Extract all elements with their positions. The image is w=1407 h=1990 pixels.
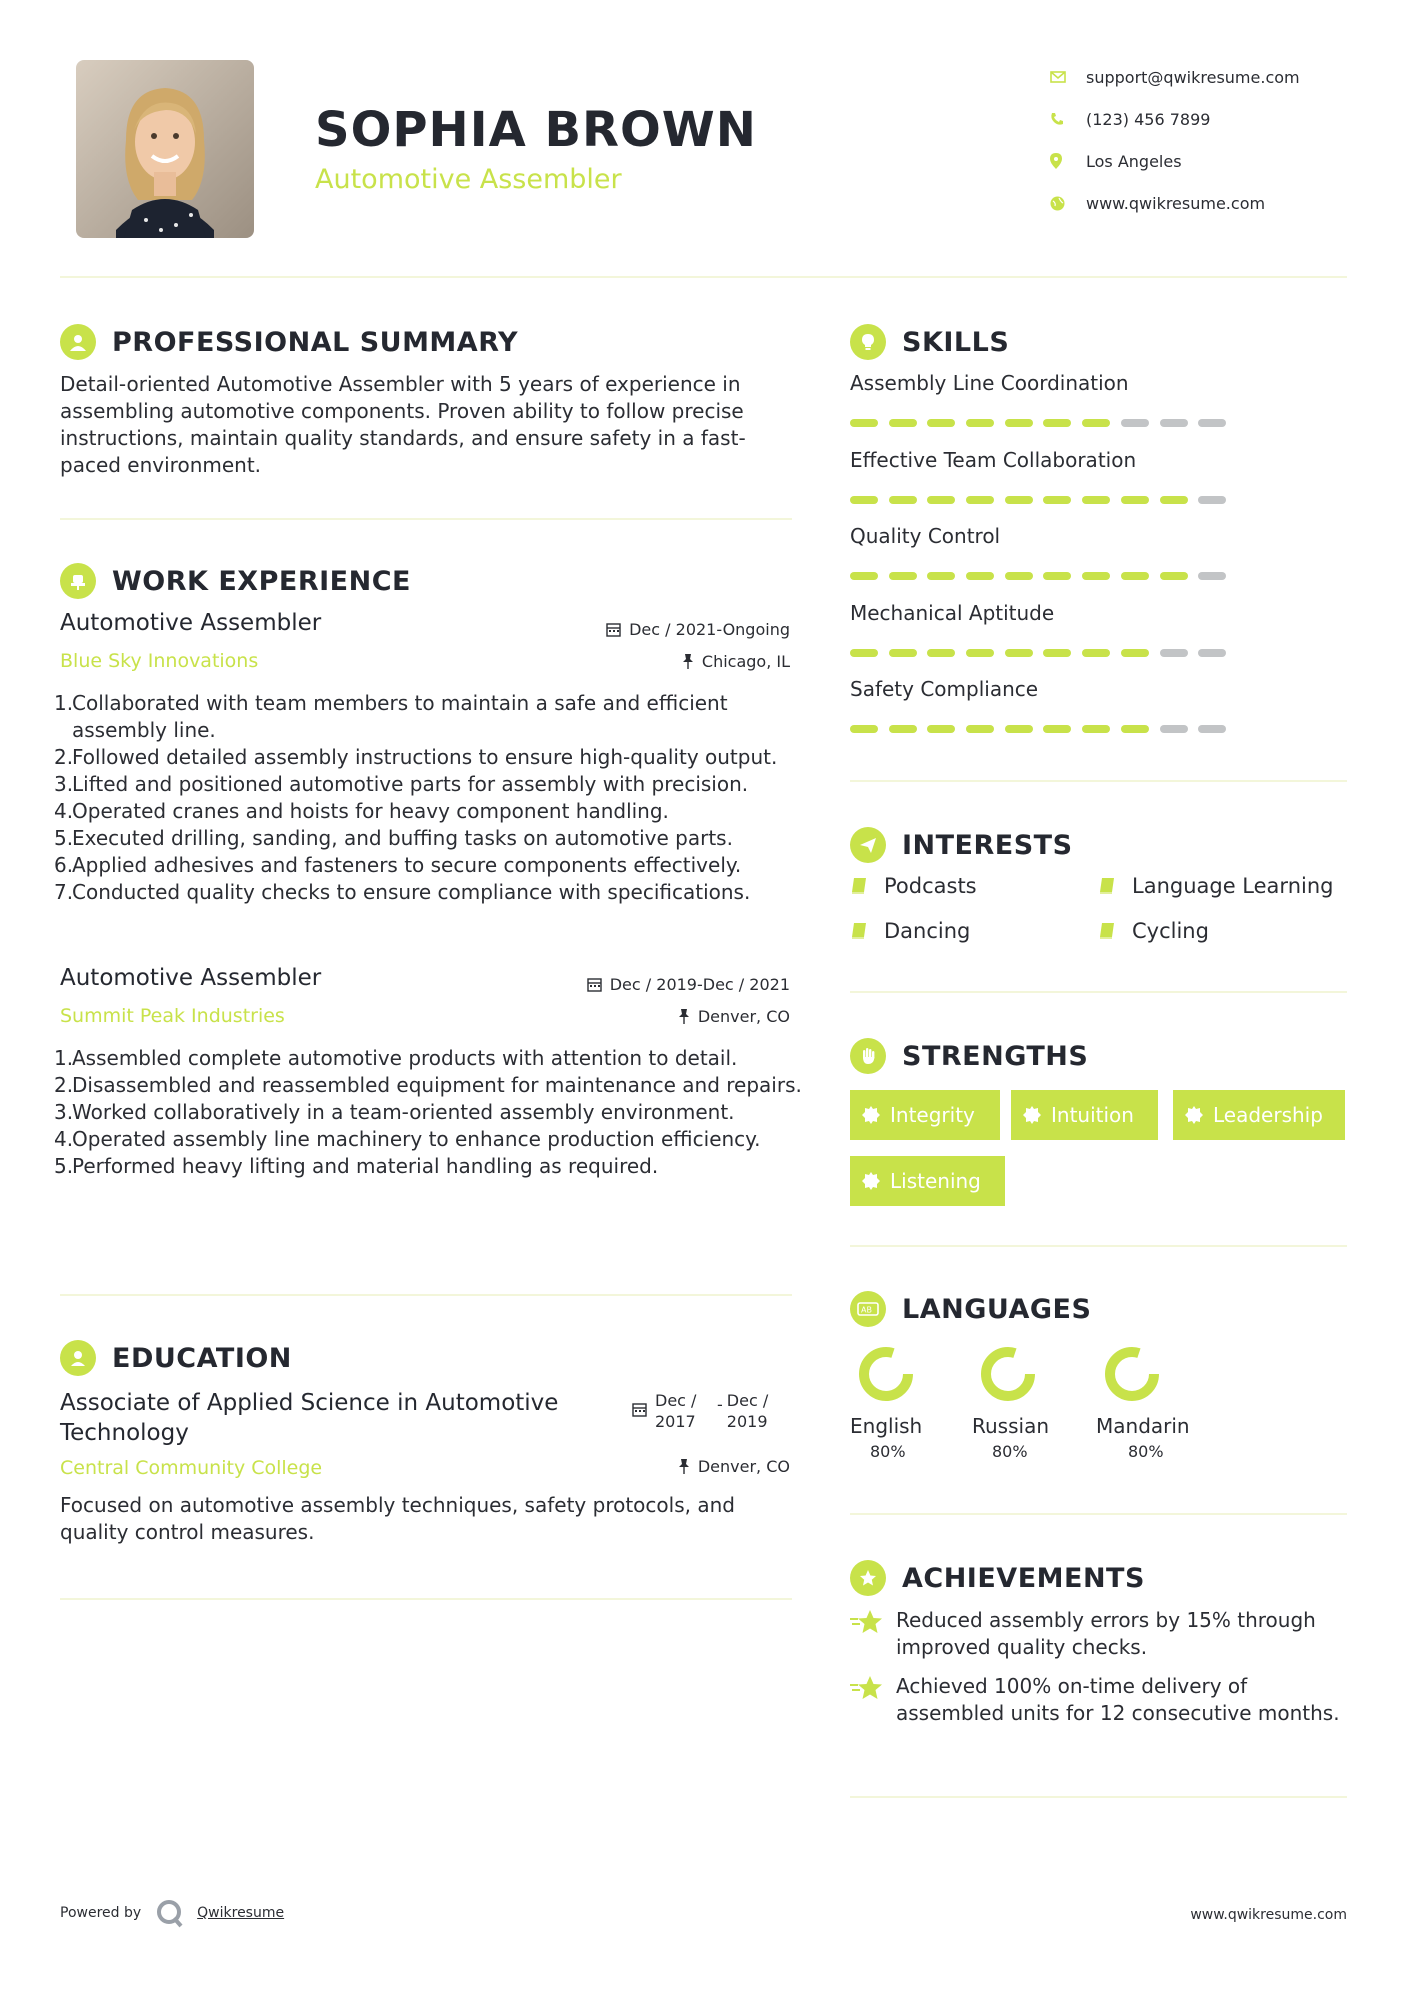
strength-badge-1 bbox=[850, 1090, 1000, 1140]
strength-badge-2 bbox=[1011, 1090, 1158, 1140]
education-description: Focused on automotive assembly techniques, safety protocols, and quality control measures. bbox=[60, 1493, 735, 1544]
education-location bbox=[678, 1457, 790, 1476]
contact-email-text: support@qwikresume.com bbox=[1086, 67, 1300, 87]
skills-header bbox=[850, 324, 1009, 360]
candidate-name: SOPHIA BROWN bbox=[315, 102, 757, 158]
language-name: English bbox=[850, 1414, 923, 1438]
interest-label: Cycling bbox=[1132, 919, 1209, 943]
strength-label: Leadership bbox=[1213, 1103, 1323, 1127]
book-icon bbox=[1098, 877, 1116, 895]
skill-dash bbox=[1082, 419, 1110, 427]
job-2-dates-text: Dec / 2019-Dec / 2021 bbox=[609, 975, 790, 994]
strength-badge-3 bbox=[1173, 1090, 1345, 1140]
job-2-location bbox=[678, 1007, 790, 1026]
user-icon bbox=[60, 324, 96, 360]
strength-badge-4 bbox=[850, 1156, 1005, 1206]
summary-text: Detail-oriented Automotive Assembler with 5 years of experience in assembling automotive components. Proven ability to follow precise instructions, maintain quality standards, and ensure safety in a fast-paced environment. bbox=[60, 372, 746, 477]
summary-header bbox=[60, 324, 518, 360]
skill-dash bbox=[850, 725, 878, 733]
skill-name: Quality Control bbox=[850, 524, 1001, 548]
brand-link[interactable]: Qwikresume bbox=[197, 1905, 285, 1921]
skill-meter bbox=[850, 496, 1237, 504]
badge-star-icon bbox=[862, 1172, 880, 1190]
qwikresume-logo-icon bbox=[155, 1898, 185, 1928]
job-1-title: Automotive Assembler bbox=[60, 610, 322, 636]
skill-dash bbox=[1121, 649, 1149, 657]
strengths-heading: STRENGTHS bbox=[902, 1040, 1089, 1072]
education-end: Dec / 2019 bbox=[726, 1391, 769, 1431]
calendar-icon bbox=[632, 1402, 647, 1417]
interest-item-2 bbox=[1098, 874, 1333, 898]
skill-dash bbox=[966, 572, 994, 580]
strengths-header bbox=[850, 1038, 1088, 1074]
achievements-header bbox=[850, 1560, 1145, 1596]
skill-dash bbox=[889, 725, 917, 733]
language-percent: 80% bbox=[992, 1442, 1028, 1461]
strength-label: Integrity bbox=[890, 1103, 975, 1127]
skill-dash bbox=[1005, 572, 1033, 580]
powered-by-text: Powered by bbox=[60, 1905, 142, 1921]
job-2-company: Summit Peak Industries bbox=[60, 1005, 285, 1027]
skill-dash bbox=[1121, 419, 1149, 427]
language-ring bbox=[1100, 1342, 1164, 1406]
contact-location-text: Los Angeles bbox=[1086, 151, 1182, 171]
list-item: 5. Performed heavy lifting and material handling as required. bbox=[54, 1154, 659, 1178]
achievement-item-1 bbox=[850, 1607, 1340, 1661]
book-icon bbox=[1098, 922, 1116, 940]
footer-powered-by bbox=[60, 1898, 284, 1928]
skill-dash bbox=[1043, 572, 1071, 580]
list-item: 1. Collaborated with team members to maintain a safe and efficient assembly line. bbox=[54, 691, 728, 742]
achievement-text: Achieved 100% on-time delivery of assembled units for 12 consecutive months. bbox=[896, 1674, 1340, 1725]
languages-heading: LANGUAGES bbox=[902, 1293, 1092, 1325]
book-icon bbox=[850, 877, 868, 895]
contact-list bbox=[1050, 56, 1300, 224]
contact-phone-text: (123) 456 7899 bbox=[1086, 109, 1211, 129]
skill-meter bbox=[850, 649, 1237, 657]
summary-divider bbox=[60, 518, 792, 520]
summary-heading: PROFESSIONAL SUMMARY bbox=[112, 326, 519, 358]
profile-photo bbox=[76, 60, 254, 238]
skill-dash bbox=[927, 496, 955, 504]
skills-divider bbox=[850, 780, 1347, 782]
skill-dash bbox=[1198, 725, 1226, 733]
job-2-dates bbox=[587, 975, 790, 994]
education-start: Dec / 2017 bbox=[655, 1391, 697, 1431]
language-item bbox=[962, 1342, 1062, 1461]
languages-header bbox=[850, 1291, 1091, 1327]
paper-plane-icon bbox=[850, 827, 886, 863]
skill-dash bbox=[927, 725, 955, 733]
language-name: Russian bbox=[972, 1414, 1050, 1438]
education-location-text: Denver, CO bbox=[697, 1457, 790, 1476]
star-icon bbox=[850, 1609, 884, 1635]
calendar-icon bbox=[587, 977, 602, 992]
briefcase-icon bbox=[60, 563, 96, 599]
achievement-item-2 bbox=[850, 1673, 1340, 1727]
list-item: 2. Followed detailed assembly instructions to ensure high-quality output. bbox=[54, 745, 778, 769]
list-item: 3. Worked collaboratively in a team-oriented assembly environment. bbox=[54, 1100, 735, 1124]
candidate-title: Automotive Assembler bbox=[315, 164, 622, 195]
contact-phone[interactable] bbox=[1050, 98, 1300, 140]
experience-heading: WORK EXPERIENCE bbox=[112, 565, 411, 597]
skill-dash bbox=[1160, 419, 1188, 427]
trophy-icon bbox=[850, 1560, 886, 1596]
language-percent: 80% bbox=[1128, 1442, 1164, 1461]
job-1-dates bbox=[606, 620, 790, 639]
skill-dash bbox=[850, 572, 878, 580]
location-icon bbox=[1050, 153, 1086, 169]
badge-star-icon bbox=[1023, 1106, 1041, 1124]
skill-dash bbox=[1160, 725, 1188, 733]
language-name: Mandarin bbox=[1096, 1414, 1190, 1438]
experience-header bbox=[60, 563, 411, 599]
skill-dash bbox=[889, 649, 917, 657]
interest-item-4 bbox=[1098, 919, 1209, 943]
skill-meter bbox=[850, 419, 1237, 427]
experience-divider bbox=[60, 1294, 792, 1296]
list-item: 4. Operated assembly line machinery to enhance production efficiency. bbox=[54, 1127, 761, 1151]
list-item: 2. Disassembled and reassembled equipment for maintenance and repairs. bbox=[54, 1073, 802, 1097]
interest-label: Dancing bbox=[884, 919, 971, 943]
skill-dash bbox=[966, 649, 994, 657]
pin-icon bbox=[678, 1459, 690, 1474]
translate-icon bbox=[850, 1291, 886, 1327]
skill-dash bbox=[889, 572, 917, 580]
contact-email[interactable] bbox=[1050, 56, 1300, 98]
education-dates bbox=[632, 1390, 785, 1432]
skill-dash bbox=[1043, 496, 1071, 504]
skill-dash bbox=[1160, 572, 1188, 580]
job-2-location-text: Denver, CO bbox=[697, 1007, 790, 1026]
footer-url[interactable]: www.qwikresume.com bbox=[1190, 1907, 1347, 1923]
job-1-company: Blue Sky Innovations bbox=[60, 650, 259, 672]
job-2-bullets bbox=[54, 1045, 804, 1180]
skill-name: Safety Compliance bbox=[850, 677, 1039, 701]
skill-dash bbox=[1005, 496, 1033, 504]
language-item bbox=[840, 1342, 940, 1461]
list-item: 5. Executed drilling, sanding, and buffing tasks on automotive parts. bbox=[54, 826, 733, 850]
skill-dash bbox=[1082, 572, 1110, 580]
education-heading: EDUCATION bbox=[112, 1342, 292, 1374]
graduation-icon bbox=[60, 1340, 96, 1376]
education-header bbox=[60, 1340, 292, 1376]
lightbulb-icon bbox=[850, 324, 886, 360]
skill-dash bbox=[1198, 419, 1226, 427]
contact-website-text: www.qwikresume.com bbox=[1086, 193, 1266, 213]
job-1-dates-text: Dec / 2021-Ongoing bbox=[629, 620, 790, 639]
skill-dash bbox=[889, 419, 917, 427]
contact-website[interactable] bbox=[1050, 182, 1300, 224]
hand-icon bbox=[850, 1038, 886, 1074]
job-1-location bbox=[682, 652, 790, 671]
skill-dash bbox=[1198, 496, 1226, 504]
skill-dash bbox=[850, 496, 878, 504]
skill-dash bbox=[1005, 725, 1033, 733]
header-divider bbox=[60, 276, 1347, 278]
skill-dash bbox=[966, 496, 994, 504]
job-1-bullets bbox=[54, 690, 804, 906]
skill-dash bbox=[1082, 496, 1110, 504]
pin-icon bbox=[678, 1009, 690, 1024]
book-icon bbox=[850, 922, 868, 940]
globe-icon bbox=[1050, 196, 1086, 211]
skill-dash bbox=[1005, 419, 1033, 427]
badge-star-icon bbox=[1185, 1106, 1203, 1124]
contact-location bbox=[1050, 140, 1300, 182]
skill-dash bbox=[1121, 725, 1149, 733]
education-divider bbox=[60, 1598, 792, 1600]
skill-dash bbox=[927, 572, 955, 580]
calendar-icon bbox=[606, 622, 621, 637]
education-degree: Associate of Applied Science in Automotive Technology bbox=[60, 1390, 559, 1446]
interest-item-1 bbox=[850, 874, 977, 898]
skill-dash bbox=[1043, 725, 1071, 733]
interest-label: Language Learning bbox=[1132, 874, 1334, 898]
skill-name: Effective Team Collaboration bbox=[850, 447, 1137, 472]
skill-dash bbox=[1082, 649, 1110, 657]
skill-dash bbox=[850, 419, 878, 427]
skill-dash bbox=[1121, 496, 1149, 504]
job-1-location-text: Chicago, IL bbox=[701, 652, 790, 671]
achievement-text: Reduced assembly errors by 15% through improved quality checks. bbox=[896, 1608, 1316, 1659]
skill-dash bbox=[927, 649, 955, 657]
skill-dash bbox=[1005, 649, 1033, 657]
interests-divider bbox=[850, 991, 1347, 993]
skill-meter bbox=[850, 725, 1237, 733]
date-separator: - bbox=[717, 1395, 723, 1414]
skill-dash bbox=[889, 496, 917, 504]
skill-dash bbox=[966, 725, 994, 733]
list-item: 4. Operated cranes and hoists for heavy component handling. bbox=[54, 799, 669, 823]
phone-icon bbox=[1050, 112, 1086, 126]
list-item: 1. Assembled complete automotive products with attention to detail. bbox=[54, 1046, 738, 1070]
skill-name: Mechanical Aptitude bbox=[850, 600, 1055, 625]
skill-dash bbox=[1198, 649, 1226, 657]
interest-item-3 bbox=[850, 919, 970, 943]
skill-name: Assembly Line Coordination bbox=[850, 371, 1129, 395]
svg-text:AB: AB bbox=[861, 1305, 872, 1315]
interests-heading: INTERESTS bbox=[902, 829, 1073, 861]
achievements-divider bbox=[850, 1796, 1347, 1798]
interests-header bbox=[850, 827, 1073, 863]
skill-dash bbox=[1043, 649, 1071, 657]
skill-dash bbox=[1160, 496, 1188, 504]
job-2-title: Automotive Assembler bbox=[60, 965, 322, 991]
interest-label: Podcasts bbox=[884, 874, 977, 898]
list-item: 7. Conducted quality checks to ensure compliance with specifications. bbox=[54, 880, 751, 904]
strength-label: Listening bbox=[890, 1169, 981, 1193]
strengths-divider bbox=[850, 1245, 1347, 1247]
skill-dash bbox=[1121, 572, 1149, 580]
skill-dash bbox=[1043, 419, 1071, 427]
language-ring bbox=[976, 1342, 1040, 1406]
badge-star-icon bbox=[862, 1106, 880, 1124]
skill-meter bbox=[850, 572, 1237, 580]
skill-dash bbox=[1160, 649, 1188, 657]
languages-divider bbox=[850, 1513, 1347, 1515]
achievements-heading: ACHIEVEMENTS bbox=[902, 1562, 1145, 1594]
star-icon bbox=[850, 1675, 884, 1701]
education-school: Central Community College bbox=[60, 1457, 323, 1479]
skill-dash bbox=[966, 419, 994, 427]
skill-dash bbox=[927, 419, 955, 427]
skills-heading: SKILLS bbox=[902, 326, 1010, 358]
strength-label: Intuition bbox=[1051, 1103, 1134, 1127]
skill-dash bbox=[1082, 725, 1110, 733]
list-item: 6. Applied adhesives and fasteners to secure components effectively. bbox=[54, 853, 742, 877]
language-percent: 80% bbox=[870, 1442, 906, 1461]
skill-dash bbox=[1198, 572, 1226, 580]
list-item: 3. Lifted and positioned automotive parts for assembly with precision. bbox=[54, 772, 749, 796]
language-ring bbox=[854, 1342, 918, 1406]
language-item bbox=[1086, 1342, 1190, 1461]
mail-icon bbox=[1050, 71, 1086, 83]
skill-dash bbox=[850, 649, 878, 657]
pin-icon bbox=[682, 654, 694, 669]
